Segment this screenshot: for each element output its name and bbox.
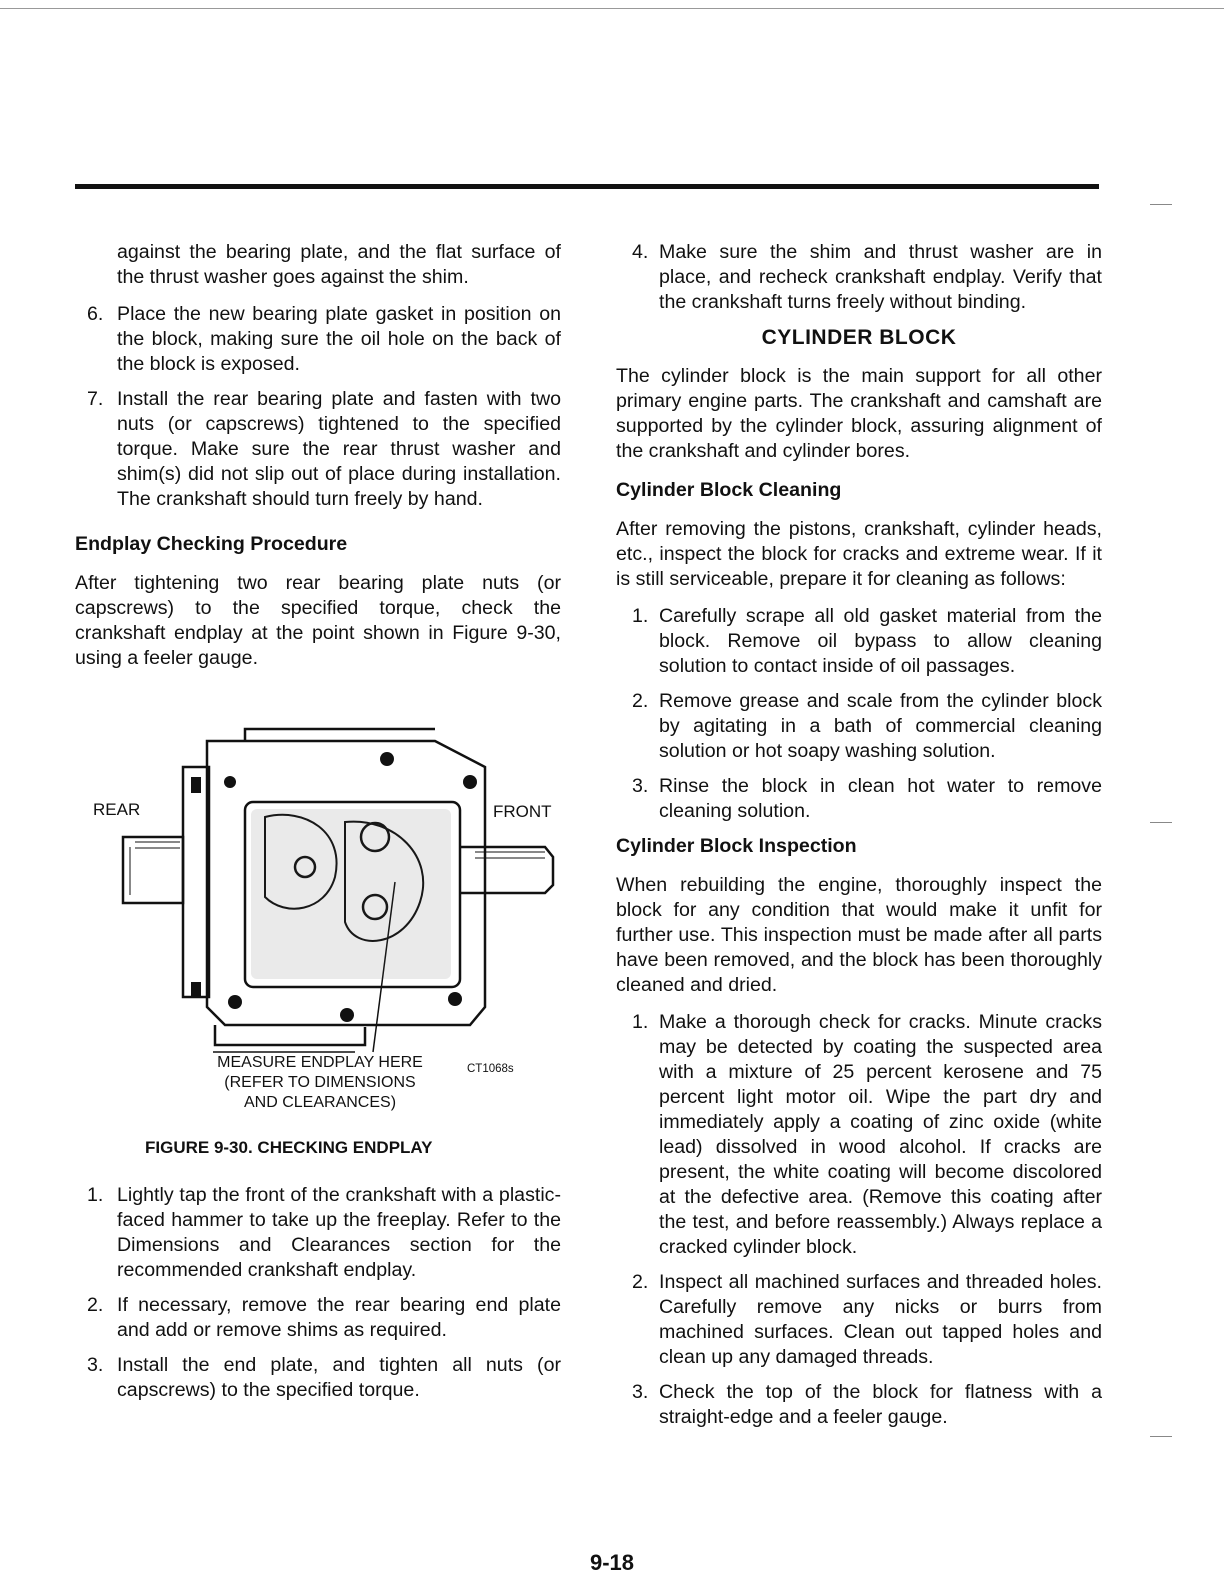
continued-paragraph: against the bearing plate, and the flat surface of the thrust washer goes against the shim. xyxy=(117,241,561,288)
assembly-steps-list xyxy=(75,302,561,512)
scan-edge-mark xyxy=(1150,1436,1172,1437)
step-number: 2. xyxy=(632,690,649,712)
top-scan-rule xyxy=(0,8,1224,9)
measure-line-3: AND CLEARANCES) xyxy=(243,1094,397,1111)
list-item xyxy=(616,1270,1102,1370)
figure-checking-endplay xyxy=(75,707,561,1177)
cleaning-steps-list xyxy=(616,604,1102,824)
right-column xyxy=(616,240,1102,1440)
left-column xyxy=(75,240,561,1413)
step-number: 2. xyxy=(632,1271,649,1293)
step-text: Make a thorough check for cracks. Minute cracks may be detected by coating the suspected area with a mixture of 25 percent kerosene and 75 percent light motor oil. Wipe the part dry and immediately apply a coating of zinc oxide (white lead) dissolved in wood alcohol. If cracks are present, the white coating will become discolored at the defective area. (Remove this coating after the test, and before reassembly.) Always replace a cracked cylinder block. xyxy=(659,1011,1102,1258)
step-number: 1. xyxy=(632,1011,649,1033)
header-rule xyxy=(75,184,1099,189)
list-item xyxy=(616,604,1102,679)
section-intro: The cylinder block is the main support for all other primary engine parts. The crankshaft and camshaft are supported by the cylinder block, assuring alignment of the crankshaft and cylinder bores. xyxy=(616,365,1102,462)
list-item xyxy=(616,240,1102,315)
inspection-intro: When rebuilding the engine, thoroughly inspect the block for any condition that would make it unfit for further use. This inspection must be made after all parts have been removed, and the block has been thoroughly cleaned and dried. xyxy=(616,874,1102,996)
endplay-intro: After tightening two rear bearing plate nuts (or capscrews) to the specified torque, check the crankshaft endplay at the point shown in Figure 9-30, using a feeler gauge. xyxy=(75,572,561,669)
list-item xyxy=(616,774,1102,824)
list-item xyxy=(75,387,561,512)
measure-callout xyxy=(185,1053,455,1113)
section-title: CYLINDER BLOCK xyxy=(761,326,957,349)
step-number: 3. xyxy=(632,775,649,797)
step-number: 4. xyxy=(632,241,649,263)
list-item xyxy=(75,1293,561,1343)
step-text: Check the top of the block for flatness with a straight-edge and a feeler gauge. xyxy=(659,1381,1102,1428)
step-text: Place the new bearing plate gasket in position on the block, making sure the oil hole on the back of the block is exposed. xyxy=(117,303,561,375)
step-text: Carefully scrape all old gasket material from the block. Remove oil bypass to allow cleaning solution to contact inside of oil passages. xyxy=(659,605,1102,677)
step-text: Rinse the block in clean hot water to remove cleaning solution. xyxy=(659,775,1102,822)
step-text: Lightly tap the front of the crankshaft with a plastic-faced hammer to take up the freeplay. Refer to the Dimensions and Clearances section for the recommended crankshaft endplay. xyxy=(117,1184,561,1281)
cleaning-intro: After removing the pistons, crankshaft, cylinder heads, etc., inspect the block for cracks and extreme wear. If it is still serviceable, prepare it for cleaning as follows: xyxy=(616,518,1102,590)
scan-edge-mark xyxy=(1150,204,1172,205)
inspection-heading: Cylinder Block Inspection xyxy=(616,835,857,857)
step-text: Make sure the shim and thrust washer are in place, and recheck crankshaft endplay. Verify that the crankshaft turns freely without binding. xyxy=(659,241,1102,313)
step-number: 1. xyxy=(632,605,649,627)
step-text: Install the end plate, and tighten all nuts (or capscrews) to the specified torque. xyxy=(117,1354,561,1401)
step-text: Inspect all machined surfaces and threaded holes. Carefully remove any nicks or burrs from machined surfaces. Clean out tapped holes and clean up any damaged threads. xyxy=(659,1271,1102,1368)
page-number: 9-18 xyxy=(589,1550,635,1575)
step-number: 2. xyxy=(87,1294,104,1316)
endplay-heading: Endplay Checking Procedure xyxy=(75,533,348,555)
list-item xyxy=(616,689,1102,764)
inspection-steps-list xyxy=(616,1010,1102,1430)
endplay-steps-list xyxy=(75,1183,561,1403)
list-item xyxy=(616,1380,1102,1430)
list-item xyxy=(75,302,561,377)
rear-label: REAR xyxy=(93,800,141,819)
step-number: 3. xyxy=(632,1381,649,1403)
step-number: 1. xyxy=(87,1184,104,1206)
list-item xyxy=(75,1183,561,1283)
figure-caption: FIGURE 9-30. CHECKING ENDPLAY xyxy=(145,1138,433,1157)
scan-edge-mark xyxy=(1150,822,1172,823)
step-number: 3. xyxy=(87,1354,104,1376)
measure-line-1: MEASURE ENDPLAY HERE xyxy=(217,1054,423,1071)
step-text: Install the rear bearing plate and fasten with two nuts (or capscrews) tightened to the specified torque. Make sure the rear thrust washer and shim(s) did not slip out of place during installation. The crankshaft should turn freely by hand. xyxy=(117,388,561,510)
continued-steps-list xyxy=(616,240,1102,315)
list-item xyxy=(616,1010,1102,1260)
measure-line-2: (REFER TO DIMENSIONS xyxy=(224,1074,416,1091)
step-text: Remove grease and scale from the cylinder block by agitating in a bath of commercial cleaning solution or hot soapy washing solution. xyxy=(659,690,1102,762)
step-number: 6. xyxy=(87,303,104,325)
front-label: FRONT xyxy=(493,802,552,821)
list-item xyxy=(75,1353,561,1403)
step-text: If necessary, remove the rear bearing end plate and add or remove shims as required. xyxy=(117,1294,561,1341)
figure-code: CT1068s xyxy=(467,1063,514,1075)
step-number: 7. xyxy=(87,388,104,410)
cleaning-heading: Cylinder Block Cleaning xyxy=(616,479,842,501)
